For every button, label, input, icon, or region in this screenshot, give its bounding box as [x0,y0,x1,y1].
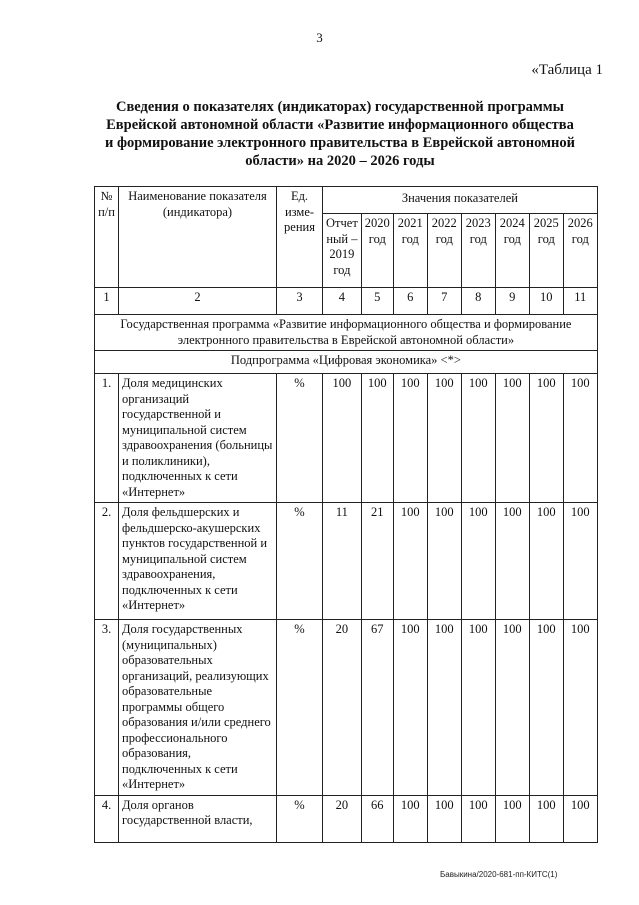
column-number: 11 [563,288,597,315]
row-value: 100 [393,620,427,796]
row-value: 100 [427,503,461,620]
row-value: 11 [323,503,362,620]
header-row [95,187,598,214]
row-value: 100 [427,795,461,842]
row-value: 100 [427,620,461,796]
header-year: 2021 год [393,214,427,288]
row-value: 100 [461,620,495,796]
row-value: 100 [495,503,529,620]
row-value: 21 [361,503,393,620]
column-number: 5 [361,288,393,315]
column-number: 9 [495,288,529,315]
row-name: Доля фельдшерских и фельдшерско-акушерских пунктов государственной и муниципальной систем здравоохранения, подключенных к сети «Интернет» [119,503,277,620]
title-line: Еврейской автономной области «Развитие информационного общества [106,117,574,133]
row-value: 100 [529,620,563,796]
row-value: 100 [461,374,495,503]
row-value: 100 [495,795,529,842]
header-year: 2023 год [461,214,495,288]
row-unit: % [277,795,323,842]
column-number: 7 [427,288,461,315]
column-number: 8 [461,288,495,315]
table-row [95,503,598,620]
row-value: 100 [393,374,427,503]
row-unit: % [277,620,323,796]
program-title: Государственная программа «Развитие информационного общества и формирование электронного правительства в Еврейской автономной области» [95,315,598,351]
row-value: 100 [563,374,597,503]
table-row [95,795,598,842]
table-row [95,620,598,796]
row-value: 66 [361,795,393,842]
subprogram-title: Подпрограмма «Цифровая экономика» <*> [95,351,598,374]
row-value: 100 [427,374,461,503]
row-unit: % [277,374,323,503]
row-value: 100 [461,503,495,620]
row-num: 2. [95,503,119,620]
row-unit: % [277,503,323,620]
column-number: 6 [393,288,427,315]
header-year: 2020 год [361,214,393,288]
row-value: 100 [495,374,529,503]
row-num: 3. [95,620,119,796]
row-num: 4. [95,795,119,842]
row-value: 100 [461,795,495,842]
header-year: Отчет ный – 2019 год [323,214,362,288]
row-value: 20 [323,795,362,842]
document-title [80,98,600,170]
row-value: 100 [393,503,427,620]
row-value: 100 [563,503,597,620]
row-value: 100 [529,374,563,503]
column-number-row [95,288,598,315]
row-value: 100 [563,620,597,796]
row-value: 100 [529,795,563,842]
row-value: 100 [563,795,597,842]
header-year: 2024 год [495,214,529,288]
row-value: 100 [495,620,529,796]
header-num: № п/п [95,187,119,288]
row-name: Доля органов государственной власти, [119,795,277,842]
row-value: 67 [361,620,393,796]
subprogram-row [95,351,598,374]
row-name: Доля медицинских организаций государственной и муниципальной систем здравоохранения (больницы и поликлиники), подключенных к сети «Интернет» [119,374,277,503]
header-year: 2026 год [563,214,597,288]
column-number: 1 [95,288,119,315]
table-row [95,374,598,503]
header-name: Наименование показателя (индикатора) [119,187,277,288]
title-line: и формирование электронного правительства в Еврейской автономной [105,135,575,151]
title-line: области» на 2020 – 2026 годы [245,153,435,169]
footer-code: Бавыкина/2020-681-пп-КИТС(1) [440,870,558,879]
column-number: 3 [277,288,323,315]
row-value: 100 [393,795,427,842]
row-value: 100 [323,374,362,503]
table-label: «Таблица 1 [531,62,603,78]
header-year: 2022 год [427,214,461,288]
column-number: 2 [119,288,277,315]
column-number: 4 [323,288,362,315]
title-line: Сведения о показателях (индикаторах) государственной программы [115,99,565,115]
row-value: 100 [529,503,563,620]
header-values-group: Значения показателей [323,187,598,214]
header-unit: Ед. изме-рения [277,187,323,288]
indicators-table [94,186,598,843]
program-row [95,315,598,351]
header-year: 2025 год [529,214,563,288]
page-number: 3 [316,30,323,45]
row-value: 100 [361,374,393,503]
column-number: 10 [529,288,563,315]
row-name: Доля государственных (муниципальных) образовательных организаций, реализующих образовательные программы общего образования и/или среднего профессионального образования, подключенных к сети «Интернет» [119,620,277,796]
row-num: 1. [95,374,119,503]
row-value: 20 [323,620,362,796]
